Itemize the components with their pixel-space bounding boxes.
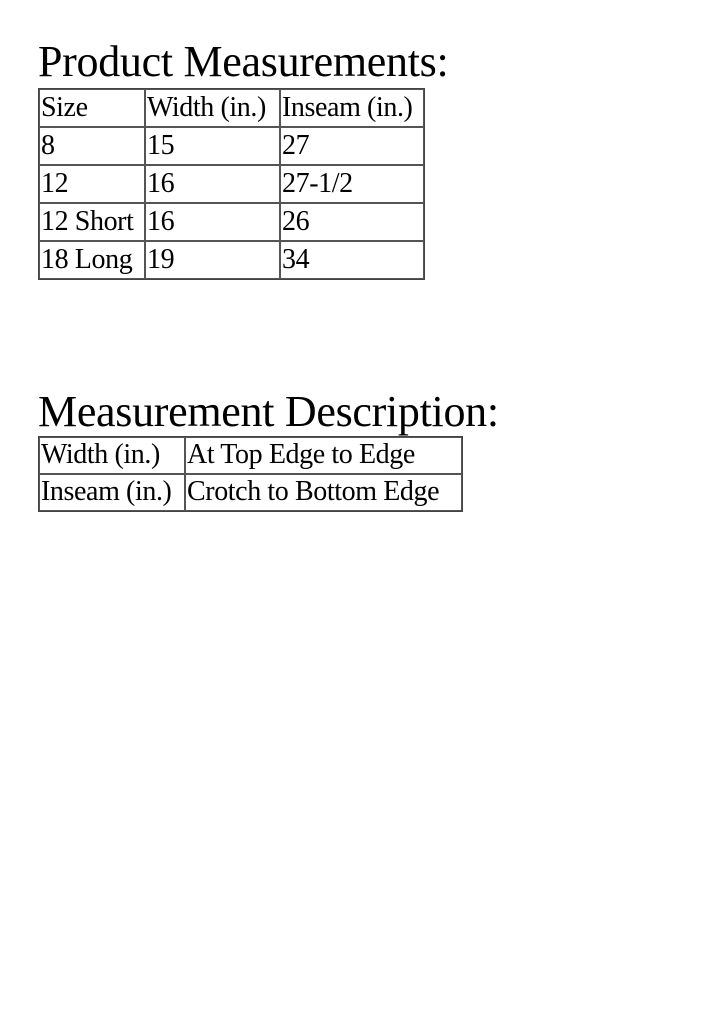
table-header-row: [39, 89, 424, 127]
header-size: Size: [39, 89, 145, 127]
cell-inseam: 27-1/2: [280, 165, 424, 203]
header-width: Width (in.): [145, 89, 280, 127]
cell-size: 8: [39, 127, 145, 165]
cell-measurement-description: Crotch to Bottom Edge: [185, 474, 462, 511]
cell-size: 12 Short: [39, 203, 145, 241]
table-row: [39, 127, 424, 165]
measurement-description-title: Measurement Description:: [38, 387, 499, 436]
measurement-description-table: [38, 436, 463, 512]
header-inseam: Inseam (in.): [280, 89, 424, 127]
cell-measurement-name: Width (in.): [39, 437, 185, 474]
table-row: [39, 474, 462, 511]
cell-inseam: 26: [280, 203, 424, 241]
table-row: [39, 241, 424, 279]
cell-width: 15: [145, 127, 280, 165]
table-row: [39, 203, 424, 241]
cell-width: 19: [145, 241, 280, 279]
cell-width: 16: [145, 165, 280, 203]
cell-size: 18 Long: [39, 241, 145, 279]
cell-inseam: 27: [280, 127, 424, 165]
cell-measurement-description: At Top Edge to Edge: [185, 437, 462, 474]
cell-inseam: 34: [280, 241, 424, 279]
product-measurements-table: [38, 88, 425, 280]
product-measurements-title: Product Measurements:: [38, 37, 449, 86]
cell-width: 16: [145, 203, 280, 241]
table-row: [39, 165, 424, 203]
cell-measurement-name: Inseam (in.): [39, 474, 185, 511]
table-row: [39, 437, 462, 474]
cell-size: 12: [39, 165, 145, 203]
